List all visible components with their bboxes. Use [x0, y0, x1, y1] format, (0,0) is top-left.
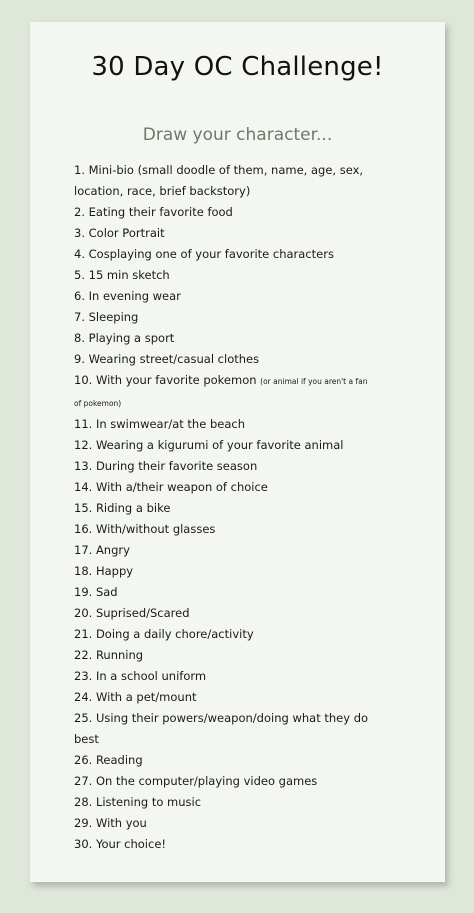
list-item [74, 328, 414, 349]
list-item [74, 603, 414, 624]
list-item-text: 7. Sleeping [74, 310, 139, 324]
list-item [74, 792, 414, 813]
list-item-text: 17. Angry [74, 543, 130, 557]
list-item [74, 582, 414, 603]
list-item-text: 3. Color Portrait [74, 226, 165, 240]
list-item [74, 435, 414, 456]
list-item-text: 4. Cosplaying one of your favorite characters [74, 247, 334, 261]
list-item [74, 834, 414, 855]
list-item-note: (or animal if you aren't a fan [260, 377, 368, 386]
list-item-text: 14. With a/their weapon of choice [74, 480, 268, 494]
list-item-text: 8. Playing a sport [74, 331, 175, 345]
list-item-text: 12. Wearing a kigurumi of your favorite animal [74, 438, 344, 452]
list-item-text: 1. Mini-bio (small doodle of them, name, age, sex, [74, 163, 364, 177]
list-item-text: 22. Running [74, 648, 144, 662]
list-item-note: of pokemon) [74, 399, 122, 408]
list-item [74, 181, 414, 202]
list-item-text: 18. Happy [74, 564, 134, 578]
list-item-text: 16. With/without glasses [74, 522, 216, 536]
list-item [74, 687, 414, 708]
list-item [74, 160, 414, 181]
list-item-text: location, race, brief backstory) [74, 184, 251, 198]
page-subtitle: Draw your character... [142, 125, 333, 145]
list-item-note-continued [74, 392, 414, 414]
list-item-text: 6. In evening wear [74, 289, 181, 303]
list-item [74, 477, 414, 498]
list-item-text: 2. Eating their favorite food [74, 205, 233, 219]
list-item [74, 540, 414, 561]
list-item [74, 414, 414, 435]
list-item [74, 561, 414, 582]
list-item-text: 28. Listening to music [74, 795, 202, 809]
list-item [74, 750, 414, 771]
list-item-text: 19. Sad [74, 585, 118, 599]
list-item [74, 519, 414, 540]
list-item [74, 813, 414, 834]
list-item [74, 645, 414, 666]
list-item-text: 23. In a school uniform [74, 669, 207, 683]
list-item [74, 349, 414, 370]
list-item-text: 5. 15 min sketch [74, 268, 170, 282]
list-item-text: 24. With a pet/mount [74, 690, 197, 704]
list-item-text: 9. Wearing street/casual clothes [74, 352, 260, 366]
list-item [74, 286, 414, 307]
list-item-text: 21. Doing a daily chore/activity [74, 627, 254, 641]
list-item-text: 30. Your choice! [74, 837, 166, 851]
list-item [74, 223, 414, 244]
list-item [74, 370, 414, 392]
list-item [74, 244, 414, 265]
list-item-text: 25. Using their powers/weapon/doing what they do [74, 711, 369, 725]
list-item [74, 729, 414, 750]
page-title: 30 Day OC Challenge! [91, 52, 384, 82]
list-item [74, 307, 414, 328]
list-item-text: best [74, 732, 99, 746]
list-item-text: 27. On the computer/playing video games [74, 774, 318, 788]
challenge-card [30, 22, 445, 882]
list-item [74, 456, 414, 477]
list-item-text: 15. Riding a bike [74, 501, 171, 515]
list-item [74, 498, 414, 519]
list-item-text: 26. Reading [74, 753, 143, 767]
list-item [74, 202, 414, 223]
list-item [74, 265, 414, 286]
challenge-list [74, 160, 414, 855]
list-item-text: 13. During their favorite season [74, 459, 258, 473]
list-item [74, 666, 414, 687]
list-item [74, 624, 414, 645]
list-item-text: 11. In swimwear/at the beach [74, 417, 245, 431]
list-item [74, 708, 414, 729]
list-item [74, 771, 414, 792]
list-item-text: 20. Suprised/Scared [74, 606, 190, 620]
list-item-text: 10. With your favorite pokemon [74, 373, 257, 387]
list-item-text: 29. With you [74, 816, 147, 830]
